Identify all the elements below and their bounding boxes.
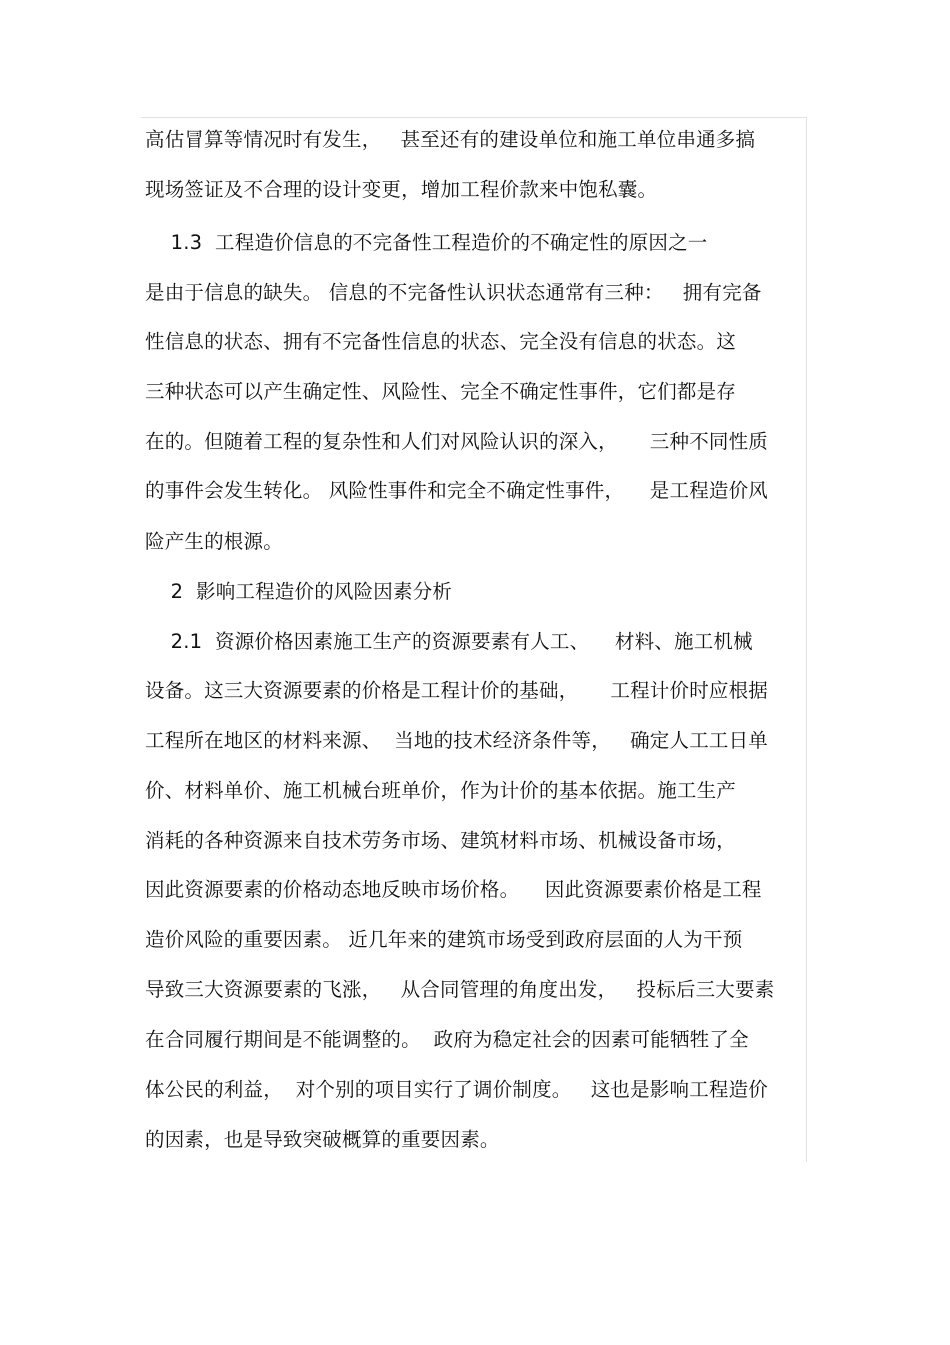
text-line: 消耗的各种资源来自技术劳务市场、建筑材料市场、机械设备市场， [145, 829, 737, 852]
text-line: 的因素，也是导致突破概算的重要因素。 [145, 1128, 500, 1151]
text-line: 设备。这三大资源要素的价格是工程计价的基础， 工程计价时应根据 [145, 679, 768, 702]
text-line: 三种状态可以产生确定性、风险性、完全不确定性事件，它们都是存 [145, 380, 737, 403]
text-line: 价、材料单价、施工机械台班单价，作为计价的基本依据。施工生产 [145, 779, 737, 802]
text-line: 险产生的根源。 [145, 530, 283, 553]
text-line: 导致三大资源要素的飞涨， 从合同管理的角度出发， 投标后三大要素 [145, 978, 775, 1001]
text-line: 造价风险的重要因素。 近几年来的建筑市场受到政府层面的人为干预 [145, 928, 743, 951]
text-line: 在的。但随着工程的复杂性和人们对风险认识的深入， 三种不同性质 [145, 430, 768, 453]
text-line: 高估冒算等情况时有发生， 甚至还有的建设单位和施工单位串通多搞 [145, 128, 756, 151]
text-line: 因此资源要素的价格动态地反映市场价格。 因此资源要素价格是工程 [145, 878, 762, 901]
text-line: 现场签证及不合理的设计变更，增加工程价款来中饱私囊。 [145, 178, 658, 201]
text-line: 在合同履行期间是不能调整的。 政府为稳定社会的因素可能牺牲了全 [145, 1028, 749, 1051]
text-line: 是由于信息的缺失。 信息的不完备性认识状态通常有三种： 拥有完备 [145, 281, 762, 304]
text-line: 体公民的利益， 对个别的项目实行了调价制度。 这也是影响工程造价 [145, 1078, 768, 1101]
section-heading-2: 2 影响工程造价的风险因素分析 [145, 580, 453, 603]
text-line: 性信息的状态、拥有不完备性信息的状态、完全没有信息的状态。这 [145, 330, 737, 353]
text-line: 工程所在地区的材料来源、 当地的技术经济条件等， 确定人工工日单 [145, 729, 768, 752]
section-heading-1-3: 1.3 工程造价信息的不完备性工程造价的不确定性的原因之一 [145, 231, 708, 254]
text-line: 的事件会发生转化。 风险性事件和完全不确定性事件， 是工程造价风 [145, 479, 768, 502]
section-heading-2-1: 2.1 资源价格因素施工生产的资源要素有人工、 材料、施工机械 [145, 630, 753, 653]
